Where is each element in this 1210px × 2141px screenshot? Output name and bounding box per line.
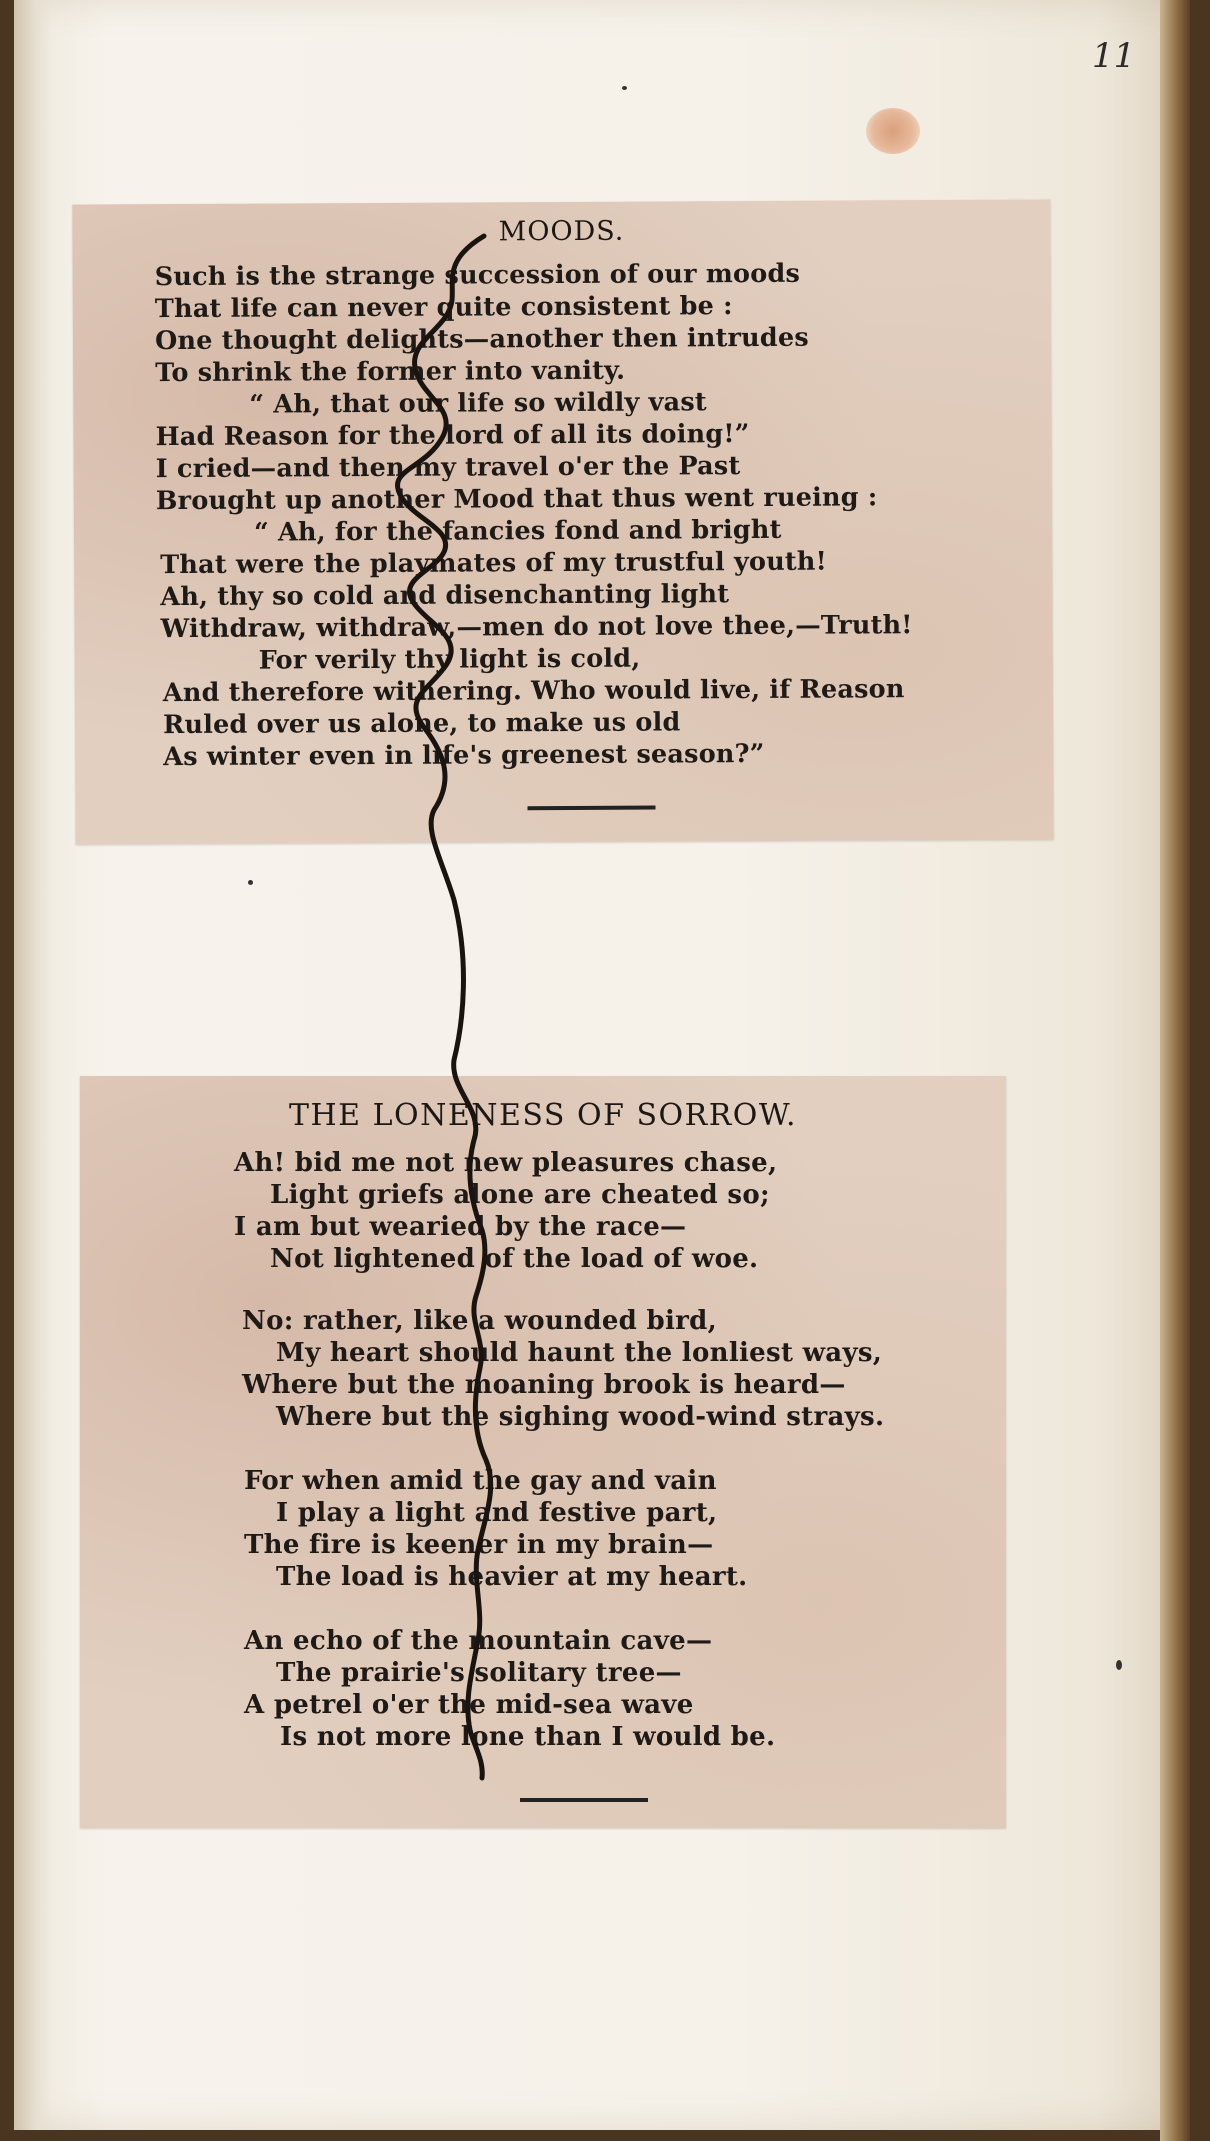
poem-line: Light griefs alone are cheated so; xyxy=(270,1180,770,1210)
poem-line: Brought up another Mood that thus went rueing : xyxy=(155,482,878,517)
poem-line: For verily thy light is cold, xyxy=(258,643,641,676)
poem-line: Such is the strange succession of our moods xyxy=(154,258,801,293)
page-number: 11 xyxy=(1092,36,1136,76)
poem-line: Ah, thy so cold and disenchanting light xyxy=(160,579,730,613)
poem-title: THE LONENESS OF SORROW. xyxy=(288,1098,798,1133)
poem-line: “ Ah, that our life so wildly vast xyxy=(249,387,707,420)
foxing-stain xyxy=(866,108,920,154)
poem-line: No: rather, like a wounded bird, xyxy=(242,1306,717,1336)
poem-line: I cried—and then my travel o'er the Past xyxy=(155,451,741,485)
poem-line: Ruled over us alone, to make us old xyxy=(162,707,681,741)
clipping-moods xyxy=(72,199,1053,844)
poem-line: I am but wearied by the race— xyxy=(234,1212,687,1242)
page-gutter xyxy=(14,0,52,2130)
end-rule xyxy=(520,1798,648,1802)
poem-line: A petrel o'er the mid-sea wave xyxy=(244,1690,694,1720)
poem-line: That were the playmates of my trustful youth! xyxy=(160,546,828,581)
poem-title: MOODS. xyxy=(498,215,625,248)
scrapbook-page xyxy=(14,0,1190,2130)
end-rule xyxy=(527,806,655,811)
ink-speck xyxy=(248,880,253,885)
poem-line: Withdraw, withdraw,—men do not love thee,—Truth! xyxy=(160,610,913,645)
poem-line: Where but the moaning brook is heard— xyxy=(242,1370,846,1400)
poem-line: Where but the sighing wood-wind strays. xyxy=(276,1402,885,1432)
poem-line: To shrink the former into vanity. xyxy=(155,355,626,389)
book-fore-edge xyxy=(1160,0,1190,2141)
ink-speck xyxy=(1116,1660,1122,1670)
poem-line: The prairie's solitary tree— xyxy=(276,1658,682,1688)
poem-line: Not lightened of the load of woe. xyxy=(270,1244,759,1274)
poem-line: The fire is keener in my brain— xyxy=(244,1530,714,1560)
poem-line: An echo of the mountain cave— xyxy=(244,1626,713,1656)
poem-line: For when amid the gay and vain xyxy=(244,1466,717,1496)
poem-line: I play a light and festive part, xyxy=(276,1498,718,1528)
ink-speck xyxy=(622,86,627,90)
poem-line: Is not more lone than I would be. xyxy=(280,1722,776,1752)
poem-line: Ah! bid me not new pleasures chase, xyxy=(234,1148,778,1178)
poem-line: “ Ah, for the fancies fond and bright xyxy=(253,514,782,548)
poem-line: One thought delights—another then intrudes xyxy=(154,322,809,357)
poem-line: As winter even in life's greenest season?” xyxy=(163,738,765,773)
poem-line: My heart should haunt the lonliest ways, xyxy=(276,1338,883,1368)
poem-line: That life can never quite consistent be : xyxy=(154,291,733,325)
poem-line: Had Reason for the lord of all its doing!” xyxy=(155,419,750,453)
clipping-loneness-of-sorrow xyxy=(80,1076,1006,1828)
poem-line: And therefore withering. Who would live, if Reason xyxy=(162,674,905,709)
poem-line: The load is heavier at my heart. xyxy=(276,1562,748,1592)
